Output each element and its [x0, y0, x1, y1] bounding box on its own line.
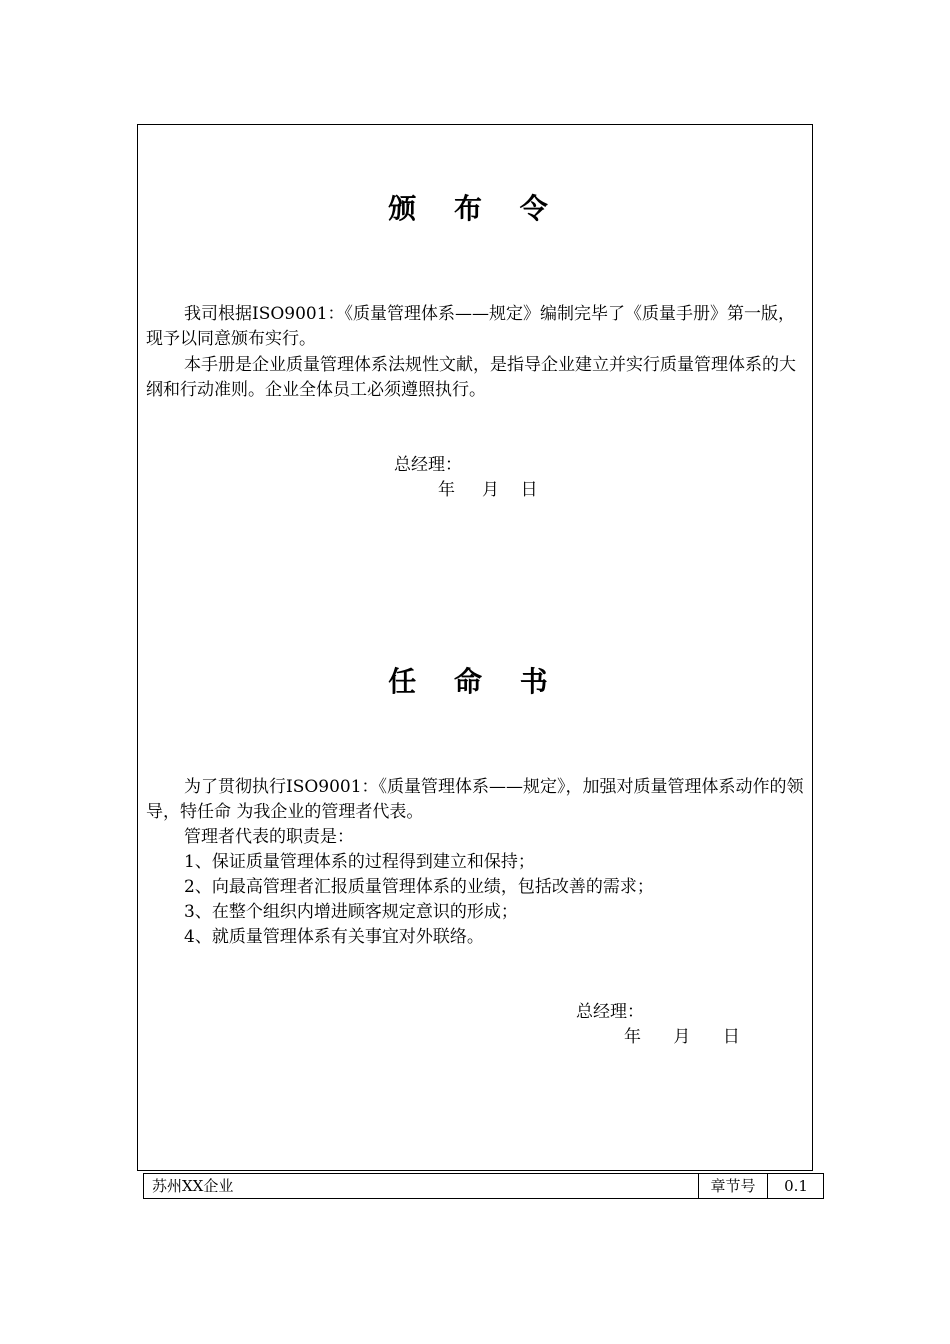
duty-item: 3、在整个组织内增进顾客规定意识的形成； — [184, 902, 518, 922]
duty-item: 2、向最高管理者汇报质量管理体系的业绩，包括改善的需求； — [184, 877, 654, 897]
appointment-signer-label: 总经理： — [576, 1002, 644, 1022]
footer-section-label: 章节号 — [698, 1174, 767, 1198]
appointment-paragraph: 为了贯彻执行ISO9001：《质量管理体系——规定》，加强对质量管理体系动作的领导，特任命 为我企业的管理者代表。 — [146, 777, 804, 822]
duty-item: 4、就质量管理体系有关事宜对外联络。 — [184, 927, 484, 947]
footer-company: 苏州XX企业 — [152, 1177, 234, 1195]
decree-signer-label: 总经理： — [394, 455, 462, 475]
duties-intro: 管理者代表的职责是： — [184, 827, 354, 847]
decree-title: 颁 布 令 — [388, 192, 562, 225]
page-footer — [143, 1173, 824, 1199]
footer-section-number: 0.1 — [767, 1174, 824, 1198]
decree-date: 年 月 日 — [438, 480, 538, 500]
duty-item: 1、保证质量管理体系的过程得到建立和保持； — [184, 852, 535, 872]
document-frame — [137, 124, 813, 1171]
appointment-title: 任 命 书 — [388, 665, 562, 698]
appointment-date: 年 月 日 — [624, 1027, 740, 1047]
decree-paragraph-2: 本手册是企业质量管理体系法规性文献，是指导企业建立并实行质量管理体系的大纲和行动准则。企业全体员工必须遵照执行。 — [146, 355, 796, 400]
decree-paragraph-1: 我司根据ISO9001：《质量管理体系——规定》编制完毕了《质量手册》第一版，现予以同意颁布实行。 — [146, 304, 796, 349]
